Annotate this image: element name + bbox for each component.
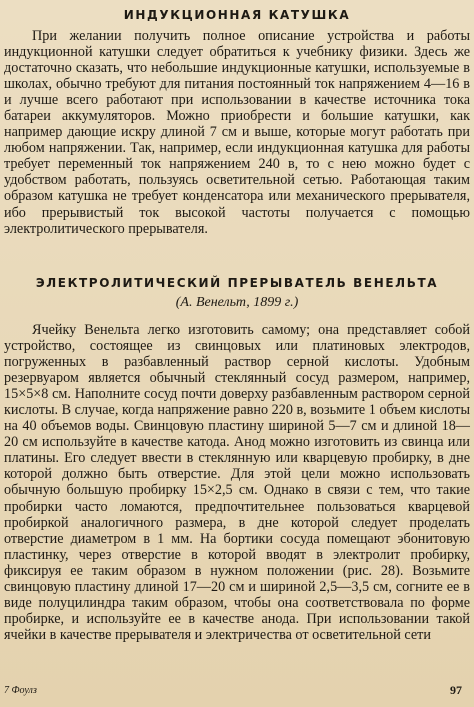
section-subtitle-attribution: (А. Венельт, 1899 г.) — [175, 295, 299, 310]
page-number: 97 — [450, 683, 462, 697]
paragraph-wehnelt-interrupter: Ячейку Венельта легко изготовить самому; она представляет собой устройство, состоящее из свинцовых или платиновых электродов, погруженных в разбавленный раствор серной кислоты. Удобным резервуаром является обычный стеклянный сосуд размером, например, 15×5×8 см. Наполните сосуд почти доверху разбавленным раствором серной кислоты. В случае, когда напряжение равно 220 в, возьмите 1 объем кислоты на 40 объемов воды. Свинцовую пластину шириной 5—7 см и длиной 18—20 см используйте в качестве катода. Анод можно изготовить из свинца или платины. Его следует ввести в стеклянную или кварцевую пробирку, в дне которой должно быть отверстие. Для этой цели можно использовать обычную большую пробирку 15×2,5 см. Однако в связи с тем, что такие пробирки часто ломаются, предпочтительнее пользоваться кварцевой пробиркой аналогичного размера, в дне которой следует проделать отверстие диаметром в 1 мм. На бортики сосуда помещают эбонитовую пластинку, через отверстие в которой вводят в электролит пробирку, фиксируя ее таким образом в нужном положении (рис. 28). Возьмите свинцовую пластину длиной 17—20 см и шириной 2,5—3,5 см, согните ее в виде полуцилиндра таким образом, чтобы она соответствовала по форме пробирке, и используйте ее в качестве анода. При использовании такой ячейки в качестве прерывателя и электричества от осветительной сети — [4, 322, 470, 643]
section-title-wehnelt-interrupter: ЭЛЕКТРОЛИТИЧЕСКИЙ ПРЕРЫВАТЕЛЬ ВЕНЕЛЬТА — [35, 276, 439, 290]
section-title-induction-coil: ИНДУКЦИОННАЯ КАТУШКА — [123, 8, 351, 22]
paragraph-induction-coil: При желании получить полное описание устройства и работы индукционной катушки следует обратиться к учебнику физики. Здесь же достаточно сказать, что небольшие индукционные катушки, используемые в школах, обычно требуют для питания постоянный ток напряжением 4—16 в и лучше всего работают при использовании в качестве источника тока батареи аккумуляторов. Можно приобрести и большие катушки, как например дающие искру длиной 7 см и выше, которые могут работать при любом напряжении. Так, например, если индукционная катушка для работы требует переменный ток напряжением 240 в, то с нею можно будет с удобством работать, пользуясь осветительной сетью. Работающая таким образом катушка не требует конденсатора или механического прерывателя, ибо прерывистый ток высокой частоты получается с помощью электролитического прерывателя. — [4, 28, 470, 237]
printer-signature: 7 Фоулз — [4, 685, 37, 696]
